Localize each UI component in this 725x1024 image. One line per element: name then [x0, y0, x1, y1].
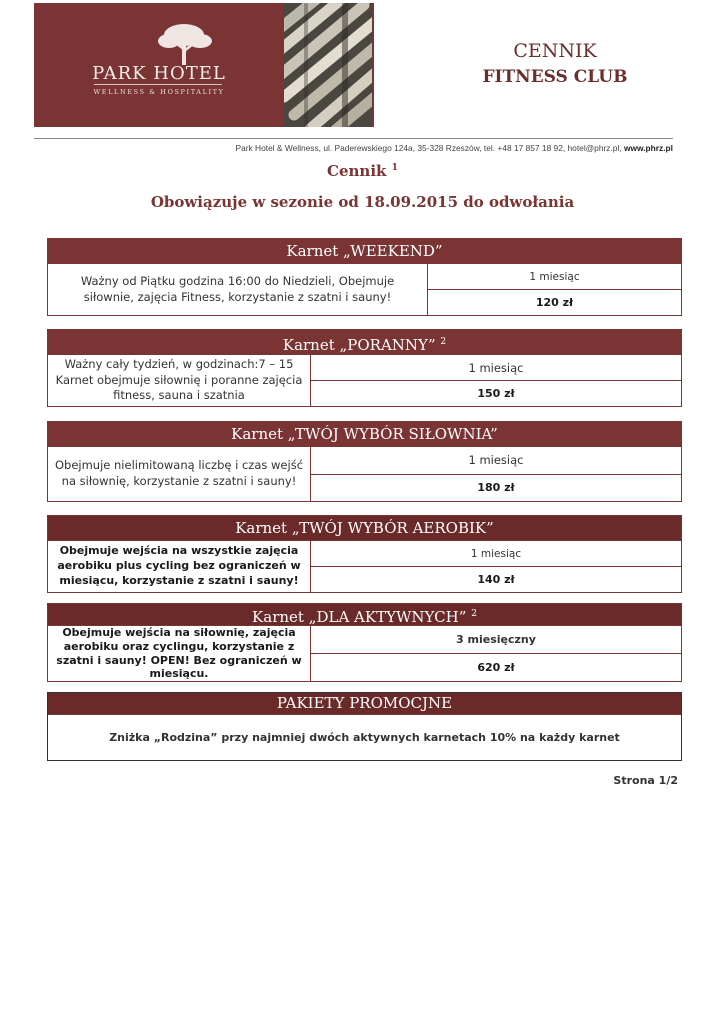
header-rule	[34, 138, 673, 139]
pass-period: 1 miesiąc	[428, 264, 681, 290]
footnote-marker: 1	[391, 163, 398, 173]
pass-title	[48, 239, 681, 263]
address-text: Park Hotel & Wellness, ul. Paderewskiego 124a, 35-328 Rzeszów, tel. +48 17 857 18 92, hotel@phrz.pl,	[235, 143, 624, 153]
price-list-label: Cennik	[327, 162, 387, 180]
pass-period: 1 miesiąc	[311, 541, 681, 567]
document-title: CENNIK	[513, 40, 597, 62]
pass-card-weekend	[47, 238, 682, 316]
pass-price: 150 zł	[477, 387, 515, 400]
dumbbells-image	[284, 3, 372, 127]
pass-title	[48, 330, 681, 354]
promo-text: Zniżka „Rodzina” przy najmniej dwóch aktywnych karnetach 10% na każdy karnet	[48, 714, 681, 760]
validity-statement: Obowiązuje w sezonie od 18.09.2015 do odwołania	[150, 193, 575, 211]
logo-divider	[94, 84, 222, 85]
pass-price: 140 zł	[477, 573, 515, 586]
pass-title-text: Karnet „DLA AKTYWNYCH”	[252, 608, 467, 626]
hotel-logo-block	[34, 3, 284, 127]
pass-description: Obejmuje nielimitowaną liczbę i czas wejść na siłownię, korzystanie z szatni i sauny!	[48, 447, 311, 501]
pass-title	[48, 604, 681, 625]
contact-address	[34, 143, 673, 153]
pass-period: 1 miesiąc	[311, 355, 681, 381]
footnote-marker: 2	[471, 609, 477, 619]
pass-card-poranny	[47, 329, 682, 407]
page-number: Strona 1/2	[613, 774, 678, 787]
pass-description: Obejmuje wejścia na wszystkie zajęcia aerobiku plus cycling bez ograniczeń w miesiącu, korzystanie z szatni i sauny!	[48, 541, 311, 592]
logo-wordmark: PARK HOTEL	[92, 63, 226, 84]
pass-title	[48, 422, 681, 446]
pass-description: Ważny cały tydzień, w godzinach:7 – 15 Karnet obejmuje siłownię i poranne zajęcia fitness, sauna i szatnia	[48, 355, 311, 406]
pass-card-aerobik	[47, 515, 682, 593]
pass-title	[48, 516, 681, 540]
dumbbell-rack-photo	[284, 3, 372, 127]
pass-title-text: Karnet „WEEKEND”	[286, 242, 443, 260]
promo-packages-box	[47, 692, 682, 761]
pass-title-text: Karnet „PORANNY”	[282, 336, 436, 354]
logo-tagline: WELLNESS & HOSPITALITY	[93, 88, 225, 96]
footnote-marker: 2	[440, 337, 447, 347]
pass-price: 620 zł	[477, 661, 515, 674]
pass-description: Obejmuje wejścia na siłownię, zajęcia aerobiku oraz cyclingu, korzystanie z szatni i sauny! OPEN! Bez ograniczeń w miesiącu.	[48, 626, 311, 681]
price-list-heading	[0, 162, 725, 180]
pass-period: 1 miesiąc	[311, 447, 681, 475]
document-subtitle: FITNESS CLUB	[482, 67, 628, 87]
pass-title-text: Karnet „TWÓJ WYBÓR SIŁOWNIA”	[231, 425, 498, 443]
pass-description: Ważny od Piątku godzina 16:00 do Niedzieli, Obejmuje siłownie, zajęcia Fitness, korzystanie z szatni i sauny!	[48, 264, 428, 315]
promo-title: PAKIETY PROMOCJNE	[48, 693, 681, 714]
pass-title-text: Karnet „TWÓJ WYBÓR AEROBIK”	[235, 519, 494, 537]
pass-card-silownia	[47, 421, 682, 502]
header-separator	[372, 3, 374, 127]
tree-logo-icon	[154, 21, 214, 65]
website-link[interactable]: www.phrz.pl	[623, 143, 673, 153]
pass-price: 120 zł	[535, 296, 574, 309]
pass-period: 3 miesięczny	[311, 626, 681, 654]
pass-card-aktywnych	[47, 603, 682, 682]
pass-price: 180 zł	[477, 481, 515, 495]
